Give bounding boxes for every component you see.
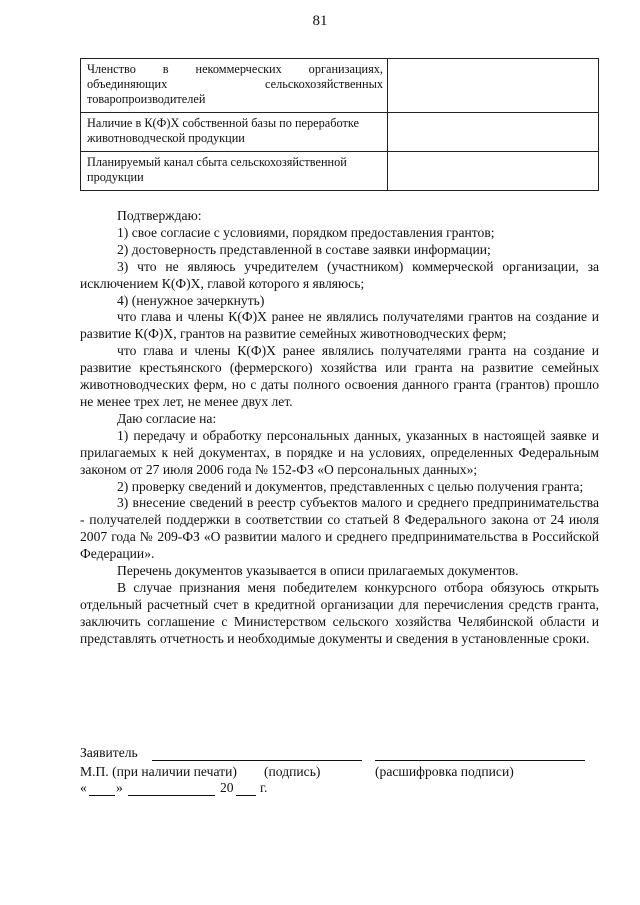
date-year-suffix: г. [260,780,268,795]
paragraph: что глава и члены К(Ф)Х ранее являлись получателями гранта на создание и развитие крестьянского (фермерского) хозяйства или гранта на развитие семейных животноводческих ферм, но с даты полного освоения данного гранта (грантов) прошло не менее трех лет, не менее двух лет. [80,343,599,409]
paragraph: 2) достоверность представленной в составе заявки информации; [117,241,491,257]
paragraph: В случае признания меня победителем конкурсного отбора обязуюсь открыть отдельный расчетный счет в кредитной организации для перечисления средств гранта, заключить соглашение с Министерством сельского хозяйства Челябинской области и представлять отчетность и необходимые документы и сведения в установленные сроки. [80,579,599,646]
paragraph: 1) передачу и обработку персональных данных, указанных в настоящей заявке и прилагаемых к ней документах, в порядке и на условиях, определенных Федеральным законом от 27 июля 2006 года № 152-ФЗ «О персональных данных»; [80,427,599,477]
applicant-info-table [80,58,599,191]
seal-label: М.П. (при наличии печати) [80,764,237,779]
paragraph: что глава и члены К(Ф)Х ранее не являлись получателями грантов на создание и развитие К(Ф)Х, грантов на развитие семейных животноводческих ферм; [80,309,599,342]
paragraph: Подтверждаю: [117,208,202,223]
name-decode-line [375,760,585,761]
paragraph: 4) (ненужное зачеркнуть) [117,292,265,308]
table-cell-label: Планируемый канал сбыта сельскохозяйственной продукции [81,152,388,191]
paragraph: Даю согласие на: [117,410,217,426]
date-open-quote: « [80,780,87,795]
date-day-line [89,795,115,796]
paragraph: 2) проверку сведений и документов, представленных с целью получения гранта; [117,478,584,494]
table-row [81,152,599,191]
name-decode-caption: (расшифровка подписи) [375,764,514,779]
date-year-line [236,795,256,796]
table-cell-value [388,113,599,152]
date-close-quote: » [116,780,123,795]
paragraph: 1) свое согласие с условиями, порядком предоставления грантов; [117,224,495,240]
declaration-text [80,208,599,648]
applicant-label: Заявитель [80,745,138,760]
date-year-prefix: 20 [220,780,234,795]
date-month-line [128,795,215,796]
paragraph: Перечень документов указывается в описи прилагаемых документов. [117,563,519,579]
paragraph: 3) что не являюсь учредителем (участником) коммерческой организации, за исключением К(Ф)Х, главой которого я являюсь; [80,258,599,291]
table-cell-value [388,152,599,191]
signature-line [152,760,362,761]
table-cell-value [388,59,599,113]
table-row [81,59,599,113]
signature-caption: (подпись) [264,764,321,779]
table-cell-label: Членство в некоммерческих организациях, объединяющих сельскохозяйственных товаропроизводителей [81,59,388,113]
table-cell-label: Наличие в К(Ф)Х собственной базы по переработке животноводческой продукции [81,113,388,152]
table-row [81,113,599,152]
page-number: 81 [312,13,328,29]
paragraph: 3) внесение сведений в реестр субъектов малого и среднего предпринимательства - получателей поддержки в соответствии со статьей 8 Федерального закона от 24 июля 2007 года № 209-ФЗ «О развитии малого и среднего предпринимательства в Российской Федерации». [80,495,599,562]
